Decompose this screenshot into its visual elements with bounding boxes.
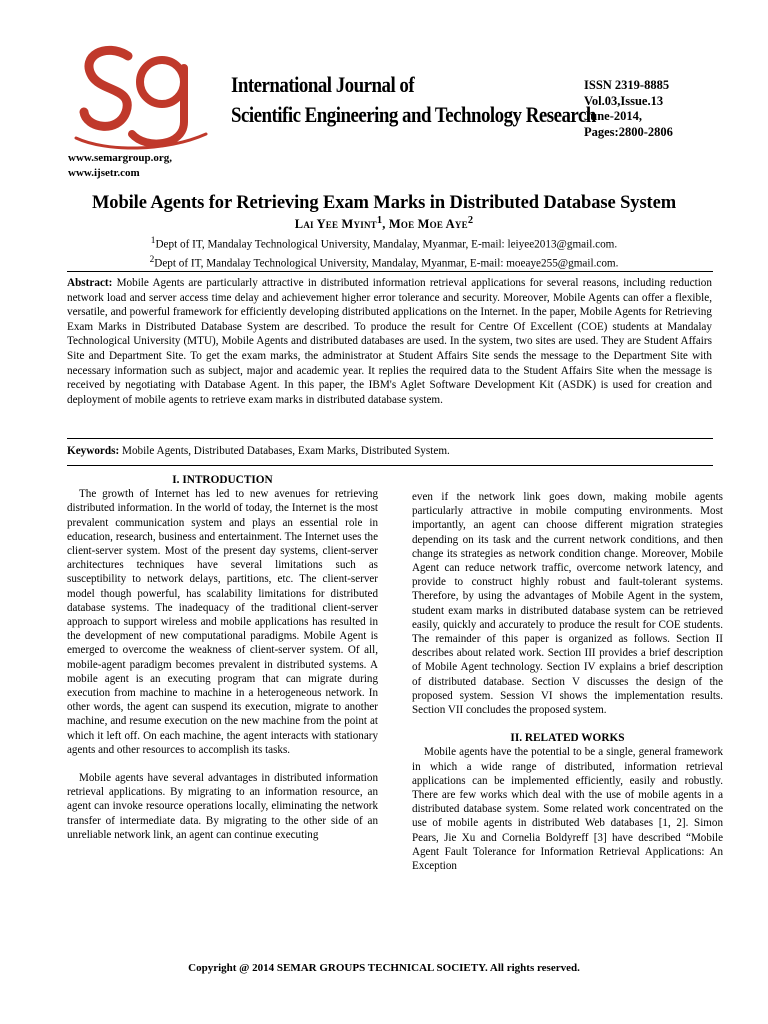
volume: Vol.03,Issue.13 [584,93,664,108]
journal-title-line2: Scientific Engineering and Technology Research [231,102,596,127]
copyright-footer: Copyright @ 2014 SEMAR GROUPS TECHNICAL SOCIETY. All rights reserved. [188,962,580,974]
abstract-text: Mobile Agents are particularly attractive in distributed information retrieval applications for several reasons, including reduction network load and server access time delay and achievement higher error tolerance and security. Moreover, Mobile Agents can offer a flexible, versatile, and powerful framework for efficiently developing distributed applications on the Internet. In the paper, Mobile Agents for Retrieving Exam Marks in Distributed Database System are described. To produce the result for Centre Of Excellent (COE) students at Mandalay Technological University (MTU), Mobile Agents and distributed databases are used. In the system, two sites are used. They are Student Affairs Site and Department Site. To get the exam marks, the administrator at Student Affairs Site sends the message to the Department Site with necessary information such as subject, major and academic year. It replies the required data to the Student Affairs Site when the message is received by negotiating with Database Agent. In this paper, the IBM's Aglet Software Development Kit (ASDK) is used for creation and deployment of mobile agents to retrieve exam marks in distributed database system. [67,277,712,406]
journal-logo [66,38,216,156]
affiliations [0,234,768,271]
issue-info [584,78,673,140]
section-heading: I. INTRODUCTION [172,474,273,486]
author-sup: 2 [467,215,474,226]
author-name: Moe Moe Aye [388,217,468,232]
web-link-ijsetr[interactable]: www.ijsetr.com [68,167,140,179]
paragraph: The growth of Internet has led to new avenues for retrieving distributed information. In the world of today, the Internet is the most prevalent communication system and plays an essential role in education, research, business and entertainment. The Internet uses the client-server system. Most of the present day systems, client-server architectures techniques have several limitations such as susceptibility to network delays, partitions, etc. The client-server model though powerful, has scalability limitations for distributed database systems. The inadequacy of the traditional client-server approach to support wireless and mobile applications has resulted in the development of new computational paradigms. Mobile Agent is emerged to overcome the weakness of client-server system. Of all, mobile-agent paradigm becomes prevalent in distributed systems. A mobile agent is an executing program that can migrate during execution from machine to machine in a heterogeneous network. In other words, the agent can suspend its execution, migrate to another machine, and resume execution on the new machine from the point at which it left off. On each machine, the agent interacts with stationary agents and other resources to accomplish its tasks. [67,488,378,756]
author-list [0,215,768,232]
web-link-semargroup[interactable]: www.semargroup.org, [68,152,172,164]
page-range: Pages:2800-2806 [584,124,673,139]
issn: ISSN 2319-8885 [584,78,670,92]
keywords [67,444,712,459]
paragraph: Mobile agents have several advantages in distributed information retrieval applications. By migrating to an information resource, an agent can invoke resource operations locally, eliminating the network transfer of intermediate data. By migrating to the other side of an unreliable network link, an agent can continue executing [67,772,378,841]
author-sup: 1 [376,215,383,226]
keywords-text: Mobile Agents, Distributed Databases, Exam Marks, Distributed System. [119,445,450,457]
section-heading: II. RELATED WORKS [510,732,625,745]
sg-logo-icon [66,38,216,156]
issue-date: June-2014, [584,109,642,123]
affiliation-sup: 1 [150,236,156,246]
author-name: Lai Yee Myint [294,217,377,232]
keywords-label: Keywords: [67,445,120,457]
divider [67,438,713,439]
author-separator: , [382,217,389,232]
divider [67,271,713,272]
journal-title [231,70,596,130]
left-column [67,473,378,842]
journal-title-line1: International Journal of [231,72,415,97]
divider [67,465,713,466]
affiliation-text: Dept of IT, Mandalay Technological University, Mandalay, Myanmar, E-mail: moeaye255@gmail.com. [154,257,619,270]
abstract [67,276,712,407]
paper-title: Mobile Agents for Retrieving Exam Marks in Distributed Database System [91,193,677,213]
affiliation-sup: 2 [149,254,155,265]
web-links [68,151,172,181]
affiliation-text: Dept of IT, Mandalay Technological University, Mandalay, Myanmar, E-mail: leiyee2013@gmail.com. [155,238,618,251]
abstract-label: Abstract: [67,277,113,289]
affiliation [0,253,768,272]
affiliation [0,234,768,253]
right-column [412,490,723,873]
paragraph: even if the network link goes down, making mobile agents particularly attractive in mobile computing environments. Most importantly, an agent can choose different migration strategies depending on its task and the current network conditions, and then change its strategies as network condition change. Moreover, Mobile Agent can reduce network traffic, overcome network latency, and provide to construct highly robust and fault-tolerant systems. Therefore, by using the advantages of Mobile Agent in the system, student exam marks in distributed database system can be retrieved easily, quickly and accurately to produce the result for COE students. The remainder of this paper is organized as follows. Section II describes about related work. Section III provides a brief description of Mobile Agent technology. Section IV explains a brief description of distributed database. Section V discusses the design of the proposed system. Session VI shows the implementation results. Section VII concludes the proposed system. [412,491,723,717]
paragraph: Mobile agents have the potential to be a single, general framework in which a wide range of distributed, information retrieval applications can be implemented efficiently, easily and robustly. There are few works which deal with the use of mobile agents in a distributed database system. Some related work concentrated on the use of mobile agents in distributed Web databases [1, 2]. Simon Pears, Jie Xu and Cornelia Boldyreff [3] have described “Mobile Agent Fault Tolerance for Information Retrieval Applications: An Exception [412,746,723,873]
